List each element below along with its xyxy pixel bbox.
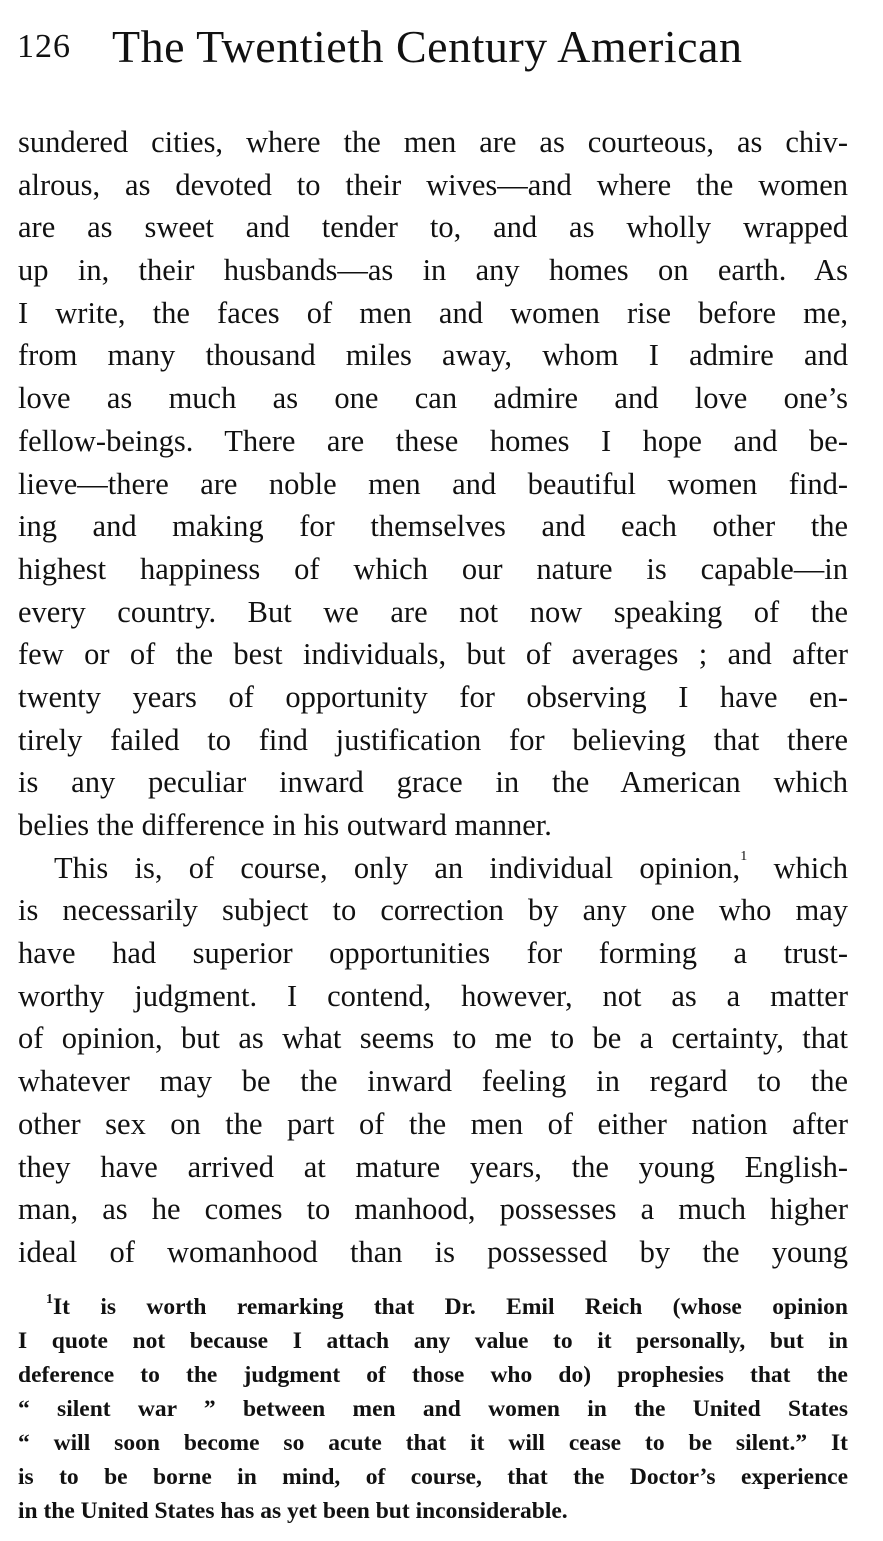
text-line: is any peculiar inward grace in the American which [18,765,848,800]
text-line: whatever may be the inward feeling in regard to the [18,1064,848,1099]
footnote-marker: 1 [46,1292,53,1307]
text-line: lieve—there are noble men and beautiful women find- [18,466,848,501]
text-line: man, as he comes to manhood, possesses a much higher [18,1192,848,1227]
page-header [17,20,867,80]
text-line: belies the difference in his outward manner. [18,808,552,842]
text-fragment: This is, of course, only an individual opinion, [54,850,741,885]
text-line: love as much as one can admire and love one’s [18,381,848,416]
text-line: from many thousand miles away, whom I admire and [18,338,848,373]
footnote-line: in the United States has as yet been but inconsiderable. [18,1498,568,1524]
text-line: tirely failed to find justification for believing that there [18,722,848,757]
text-line: fellow-beings. There are these homes I hope and be- [18,423,848,458]
text-line: ideal of womanhood than is possessed by the young [18,1234,848,1269]
text-line: are as sweet and tender to, and as wholly wrapped [18,210,848,245]
paragraph-start-line [18,847,848,890]
text-line: twenty years of opportunity for observing I have en- [18,679,848,714]
footnote [18,1290,848,1528]
footnote-line: deference to the judgment of those who do) prophesies that the [18,1362,848,1388]
text-line: they have arrived at mature years, the young English- [18,1149,848,1184]
text-line: have had superior opportunities for forming a trust- [18,936,848,971]
text-line: sundered cities, where the men are as courteous, as chiv- [18,125,848,159]
running-title: The Twentieth Century American [112,21,743,72]
text-line: alrous, as devoted to their wives—and where the women [18,167,848,202]
text-line: is necessarily subject to correction by any one who may [18,893,848,928]
text-line: worthy judgment. I contend, however, not as a matter [18,978,848,1013]
page-number: 126 [17,28,71,65]
footnote-line: I quote not because I attach any value to it personally, but in [18,1328,848,1354]
text-line: up in, their husbands—as in any homes on earth. As [18,253,848,288]
body-text [18,121,848,1274]
footnote-line: “ will soon become so acute that it will cease to be silent.” It [18,1430,848,1456]
text-line: ing and making for themselves and each other the [18,509,848,544]
text-line: other sex on the part of the men of either nation after [18,1106,848,1141]
text-line: few or of the best individuals, but of averages ; and after [18,637,848,672]
text-line: highest happiness of which our nature is capable—in [18,551,848,586]
text-fragment: which [747,850,848,885]
footnote-line: is to be borne in mind, of course, that the Doctor’s experience [18,1464,848,1490]
text-line: of opinion, but as what seems to me to be a certainty, that [18,1021,848,1056]
text-line: every country. But we are not now speaking of the [18,594,848,629]
text-fragment: It is worth remarking that Dr. Emil Reich (whose opinion [53,1294,848,1320]
text-line: I write, the faces of men and women rise before me, [18,295,848,330]
footnote-reference: 1 [740,848,748,864]
footnote-line: “ silent war ” between men and women in the United States [18,1396,848,1422]
footnote-line [18,1290,848,1324]
